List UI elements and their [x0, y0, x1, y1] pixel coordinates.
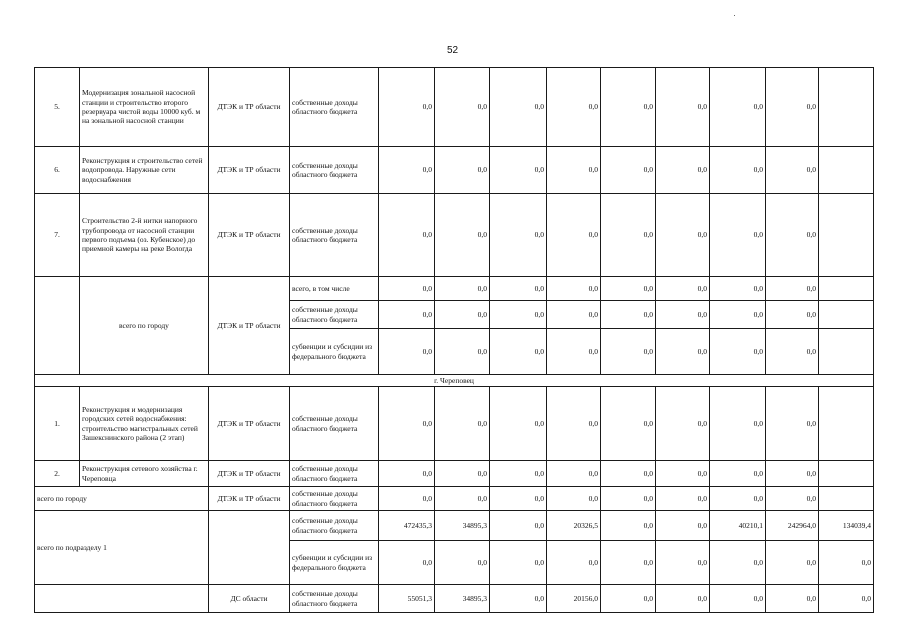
- funding-source: субвенции и субсидии из федерального бюджета: [290, 329, 379, 375]
- value-cell: 0,0: [490, 301, 547, 329]
- value-cell: 0,0: [656, 329, 710, 375]
- value-cell: 0,0: [490, 387, 547, 461]
- value-cell: 0,0: [601, 68, 656, 147]
- value-cell: 0,0: [601, 585, 656, 613]
- project-name: Реконструкция и строительство сетей водопровода. Наружные сети водоснабжения: [80, 147, 209, 194]
- value-cell: 0,0: [379, 301, 435, 329]
- value-cell: 0,0: [490, 461, 547, 487]
- executor: ДС области: [209, 585, 290, 613]
- value-cell: 0,0: [379, 541, 435, 585]
- funding-source: собственные доходы областного бюджета: [290, 194, 379, 277]
- value-cell: 0,0: [710, 301, 766, 329]
- value-cell: 0,0: [547, 461, 601, 487]
- value-cell: 0,0: [490, 511, 547, 541]
- value-cell: 242964,0: [766, 511, 819, 541]
- value-cell: 0,0: [601, 329, 656, 375]
- value-cell: 0,0: [766, 461, 819, 487]
- value-cell: 0,0: [766, 487, 819, 511]
- value-cell: 0,0: [766, 194, 819, 277]
- empty-cell: [819, 147, 874, 194]
- value-cell: 34895,3: [435, 511, 490, 541]
- value-cell: 0,0: [601, 511, 656, 541]
- executor: ДТЭК и ТР области: [209, 147, 290, 194]
- value-cell: 0,0: [766, 541, 819, 585]
- table-row: [35, 68, 874, 147]
- value-cell: 0,0: [710, 541, 766, 585]
- value-cell: 0,0: [435, 329, 490, 375]
- table-row: [35, 487, 874, 511]
- value-cell: 0,0: [656, 277, 710, 301]
- value-cell: 0,0: [601, 194, 656, 277]
- subsection-total-label: всего по подразделу 1: [35, 511, 209, 585]
- value-cell: 0,0: [379, 194, 435, 277]
- value-cell: 0,0: [379, 68, 435, 147]
- funding-source: собственные доходы областного бюджета: [290, 147, 379, 194]
- project-name: Реконструкция сетевого хозяйства г. Череповца: [80, 461, 209, 487]
- value-cell: 0,0: [547, 541, 601, 585]
- value-cell: 0,0: [656, 194, 710, 277]
- empty-cell: [819, 277, 874, 301]
- value-cell: 0,0: [710, 277, 766, 301]
- project-name: Модернизация зональной насосной станции и строительство второго резервуара чистой воды 10000 куб. м на зональной насосной станции: [80, 68, 209, 147]
- value-cell: 0,0: [435, 461, 490, 487]
- value-cell: 0,0: [379, 277, 435, 301]
- value-cell: 0,0: [710, 585, 766, 613]
- value-cell: 0,0: [766, 68, 819, 147]
- value-cell: 0,0: [379, 461, 435, 487]
- table-row: [35, 461, 874, 487]
- table-row: [35, 375, 874, 387]
- city-total-label: всего по городу: [80, 277, 209, 375]
- table-row: [35, 387, 874, 461]
- budget-table: [34, 67, 874, 613]
- executor: ДТЭК и ТР области: [209, 277, 290, 375]
- value-cell: 0,0: [819, 541, 874, 585]
- value-cell: 34895,3: [435, 585, 490, 613]
- value-cell: 0,0: [435, 194, 490, 277]
- value-cell: 0,0: [547, 194, 601, 277]
- value-cell: 0,0: [547, 277, 601, 301]
- empty-cell: [819, 487, 874, 511]
- value-cell: 0,0: [435, 301, 490, 329]
- value-cell: 0,0: [601, 277, 656, 301]
- value-cell: 0,0: [547, 147, 601, 194]
- value-cell: 0,0: [656, 585, 710, 613]
- value-cell: 0,0: [766, 585, 819, 613]
- executor: ДТЭК и ТР области: [209, 68, 290, 147]
- value-cell: 0,0: [547, 68, 601, 147]
- value-cell: 0,0: [435, 68, 490, 147]
- value-cell: 472435,3: [379, 511, 435, 541]
- value-cell: 0,0: [656, 301, 710, 329]
- funding-source: собственные доходы областного бюджета: [290, 68, 379, 147]
- funding-source: собственные доходы областного бюджета: [290, 301, 379, 329]
- value-cell: 0,0: [819, 585, 874, 613]
- funding-source: собственные доходы областного бюджета: [290, 487, 379, 511]
- value-cell: 0,0: [601, 387, 656, 461]
- value-cell: 0,0: [490, 147, 547, 194]
- table-row: [35, 511, 874, 541]
- value-cell: 0,0: [656, 461, 710, 487]
- value-cell: 0,0: [710, 487, 766, 511]
- value-cell: 0,0: [547, 387, 601, 461]
- table-row: [35, 277, 874, 301]
- value-cell: 0,0: [601, 461, 656, 487]
- value-cell: 134039,4: [819, 511, 874, 541]
- value-cell: 0,0: [379, 387, 435, 461]
- value-cell: 0,0: [490, 68, 547, 147]
- funding-source: субвенции и субсидии из федерального бюджета: [290, 541, 379, 585]
- executor: ДТЭК и ТР области: [209, 387, 290, 461]
- funding-source: собственные доходы областного бюджета: [290, 387, 379, 461]
- value-cell: 0,0: [435, 541, 490, 585]
- value-cell: 0,0: [490, 329, 547, 375]
- city-header: г. Череповец: [35, 375, 874, 387]
- row-number: 1.: [35, 387, 80, 461]
- empty-cell: [819, 329, 874, 375]
- empty-cell: [209, 511, 290, 585]
- empty-cell: [819, 301, 874, 329]
- funding-source: собственные доходы областного бюджета: [290, 585, 379, 613]
- value-cell: 0,0: [547, 329, 601, 375]
- value-cell: 0,0: [601, 301, 656, 329]
- value-cell: 20326,5: [547, 511, 601, 541]
- value-cell: 55051,3: [379, 585, 435, 613]
- value-cell: 0,0: [379, 329, 435, 375]
- value-cell: 0,0: [490, 194, 547, 277]
- executor: ДТЭК и ТР области: [209, 194, 290, 277]
- funding-source: собственные доходы областного бюджета: [290, 511, 379, 541]
- value-cell: 0,0: [601, 487, 656, 511]
- value-cell: 20156,0: [547, 585, 601, 613]
- table-row: [35, 585, 874, 613]
- funding-source: всего, в том числе: [290, 277, 379, 301]
- value-cell: 0,0: [435, 387, 490, 461]
- value-cell: 40210,1: [710, 511, 766, 541]
- value-cell: 0,0: [710, 194, 766, 277]
- value-cell: 0,0: [435, 147, 490, 194]
- value-cell: 0,0: [656, 68, 710, 147]
- row-number: 5.: [35, 68, 80, 147]
- project-name: Реконструкция и модернизация городских сетей водоснабжения: строительство магистральных сетей Зашекснинского района (2 этап): [80, 387, 209, 461]
- empty-cell: [819, 194, 874, 277]
- row-number: 7.: [35, 194, 80, 277]
- value-cell: 0,0: [710, 387, 766, 461]
- value-cell: 0,0: [710, 329, 766, 375]
- value-cell: 0,0: [490, 487, 547, 511]
- value-cell: 0,0: [656, 511, 710, 541]
- value-cell: 0,0: [766, 387, 819, 461]
- value-cell: 0,0: [710, 68, 766, 147]
- value-cell: 0,0: [379, 147, 435, 194]
- row-number: 2.: [35, 461, 80, 487]
- value-cell: 0,0: [656, 387, 710, 461]
- value-cell: 0,0: [490, 585, 547, 613]
- value-cell: 0,0: [710, 147, 766, 194]
- executor: ДТЭК и ТР области: [209, 487, 290, 511]
- value-cell: 0,0: [547, 487, 601, 511]
- page-number: 52: [446, 45, 459, 56]
- funding-source: собственные доходы областного бюджета: [290, 461, 379, 487]
- value-cell: 0,0: [435, 277, 490, 301]
- value-cell: 0,0: [601, 147, 656, 194]
- value-cell: 0,0: [656, 147, 710, 194]
- value-cell: 0,0: [435, 487, 490, 511]
- value-cell: 0,0: [490, 277, 547, 301]
- table-row: [35, 194, 874, 277]
- table-row: [35, 147, 874, 194]
- project-name: Строительство 2-й нитки напорного трубопровода от насосной станции первого подъема (оз. Кубенское) до приемной камеры на реке Вологда: [80, 194, 209, 277]
- value-cell: 0,0: [656, 487, 710, 511]
- value-cell: 0,0: [710, 461, 766, 487]
- scan-speck: [734, 15, 735, 16]
- value-cell: 0,0: [766, 301, 819, 329]
- empty-cell: [819, 461, 874, 487]
- city-total-label: всего по городу: [35, 487, 209, 511]
- value-cell: 0,0: [766, 329, 819, 375]
- value-cell: 0,0: [601, 541, 656, 585]
- value-cell: 0,0: [379, 487, 435, 511]
- value-cell: 0,0: [766, 277, 819, 301]
- value-cell: 0,0: [490, 541, 547, 585]
- empty-cell: [35, 277, 80, 375]
- value-cell: 0,0: [766, 147, 819, 194]
- empty-cell: [819, 387, 874, 461]
- value-cell: 0,0: [656, 541, 710, 585]
- row-number: 6.: [35, 147, 80, 194]
- value-cell: 0,0: [547, 301, 601, 329]
- empty-cell: [819, 68, 874, 147]
- empty-cell: [35, 585, 209, 613]
- executor: ДТЭК и ТР области: [209, 461, 290, 487]
